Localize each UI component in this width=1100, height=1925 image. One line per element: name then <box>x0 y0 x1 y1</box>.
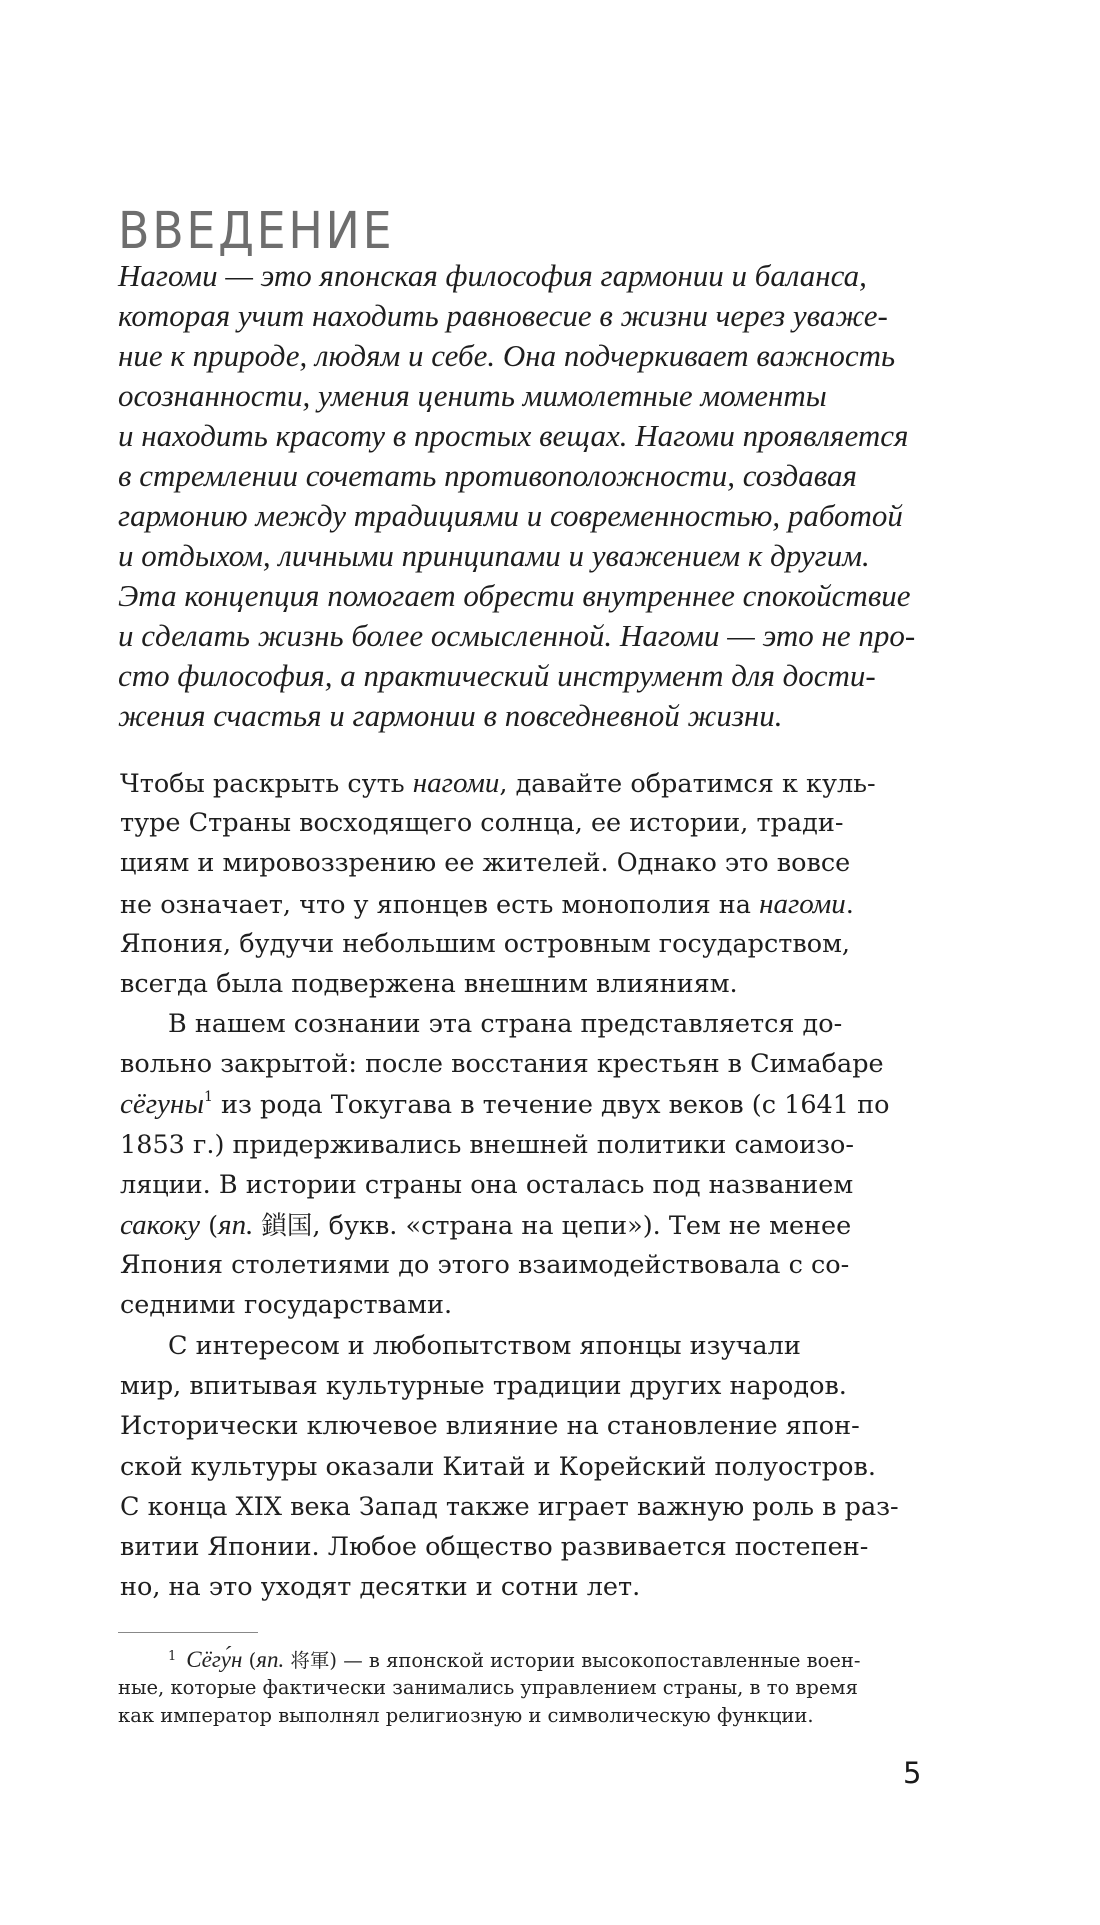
body-line: мир, впитывая культурные традиции других народов. <box>120 1371 847 1402</box>
paragraph-1 <box>120 763 940 1004</box>
text-run: . <box>845 889 854 920</box>
body-line: С интересом и любопытством японцы изучали <box>168 1331 801 1361</box>
italic-term: нагоми <box>759 887 846 920</box>
epigraph <box>118 256 938 736</box>
text-run: ( <box>200 1210 219 1241</box>
body-line <box>120 1205 940 1245</box>
footnote-number: 1 <box>168 1649 177 1664</box>
epigraph-line: ние к природе, людям и себе. Она подчеркивает важность <box>118 338 896 373</box>
body-line: всегда была подвержена внешним влияниям. <box>120 968 738 999</box>
body-line: циям и мировоззрению ее жителей. Однако это вовсе <box>120 848 851 879</box>
chapter-title: ВВЕДЕНИЕ <box>118 202 395 262</box>
body-line <box>120 763 940 803</box>
body-line: Япония столетиями до этого взаимодействовала с со- <box>120 1250 850 1281</box>
italic-term: Сёгу́н <box>186 1647 243 1672</box>
italic-term: нагоми <box>412 767 500 799</box>
epigraph-line: сто философия, а практический инструмент для дости- <box>118 658 876 693</box>
footnote-line <box>118 1646 938 1674</box>
body-line: 1853 г.) придерживались внешней политики самоизо- <box>120 1129 854 1160</box>
epigraph-line: жения счастья и гармонии в повседневной жизни. <box>118 698 783 733</box>
footnote <box>118 1646 938 1730</box>
body-line: ской культуры оказали Китай и Корейский полуостров. <box>120 1451 876 1482</box>
text-run: 将軍) — в японской истории высокопоставленные воен- <box>284 1649 861 1672</box>
epigraph-line: гармонию между традициями и современностью, работой <box>118 498 903 533</box>
body-line <box>120 1084 940 1124</box>
body-line: туре Страны восходящего солнца, ее истории, тради- <box>120 808 844 839</box>
italic-abbrev: яп. <box>256 1647 285 1672</box>
italic-abbrev: яп. <box>218 1208 254 1241</box>
text-run: Чтобы раскрыть суть <box>120 769 413 799</box>
body-line: В нашем сознании эта страна представляется до- <box>168 1009 843 1039</box>
body-line: витии Японии. Любое общество развивается постепен- <box>120 1531 869 1562</box>
epigraph-line: и находить красоту в простых вещах. Нагоми проявляется <box>118 418 909 453</box>
text-run: , давайте обратимся к куль- <box>499 769 876 799</box>
footnote-reference[interactable]: 1 <box>203 1089 213 1106</box>
epigraph-line: Нагоми — это японская философия гармонии и баланса, <box>118 258 867 293</box>
body-line: С конца XIX века Запад также играет важную роль в раз- <box>120 1491 899 1522</box>
footnote-line: ные, которые фактически занимались управлением страны, в то время <box>118 1676 858 1699</box>
epigraph-line: осознанности, умения ценить мимолетные моменты <box>118 378 827 413</box>
body-line: Исторически ключевое влияние на становление япон- <box>120 1411 860 1442</box>
body-line: вольно закрытой: после восстания крестьян в Симабаре <box>120 1049 884 1080</box>
epigraph-line: которая учит находить равновесие в жизни через уваже- <box>118 298 888 333</box>
body-line: но, на это уходят десятки и сотни лет. <box>120 1572 641 1603</box>
epigraph-line: и отдыхом, личными принципами и уважением к другим. <box>118 538 870 573</box>
italic-term: сёгуны <box>120 1088 204 1121</box>
body-line <box>120 884 940 924</box>
epigraph-line: Эта концепция помогает обрести внутреннее спокойствие <box>118 578 911 613</box>
text-run: ( <box>242 1649 257 1672</box>
body-line: ляции. В истории страны она осталась под названием <box>120 1169 854 1200</box>
body-line: седними государствами. <box>120 1290 453 1321</box>
text-run: 鎖国, букв. «страна на цепи»). Тем не менее <box>253 1210 852 1241</box>
paragraph-3 <box>120 1326 940 1607</box>
body-line: Япония, будучи небольшим островным государством, <box>120 928 851 959</box>
page-number: 5 <box>903 1756 922 1790</box>
footnote-line: как император выполнял религиозную и символическую функции. <box>118 1704 814 1727</box>
text-run: из рода Токугава в течение двух веков (с 1641 по <box>212 1090 890 1121</box>
epigraph-line: в стремлении сочетать противоположности, создавая <box>118 458 857 493</box>
paragraph-2 <box>120 1004 940 1326</box>
epigraph-line: и сделать жизнь более осмысленной. Нагоми — это не про- <box>118 618 916 653</box>
text-run: не означает, что у японцев есть монополия на <box>120 889 760 920</box>
italic-term: сакоку <box>120 1208 201 1241</box>
footnote-divider <box>118 1632 258 1633</box>
